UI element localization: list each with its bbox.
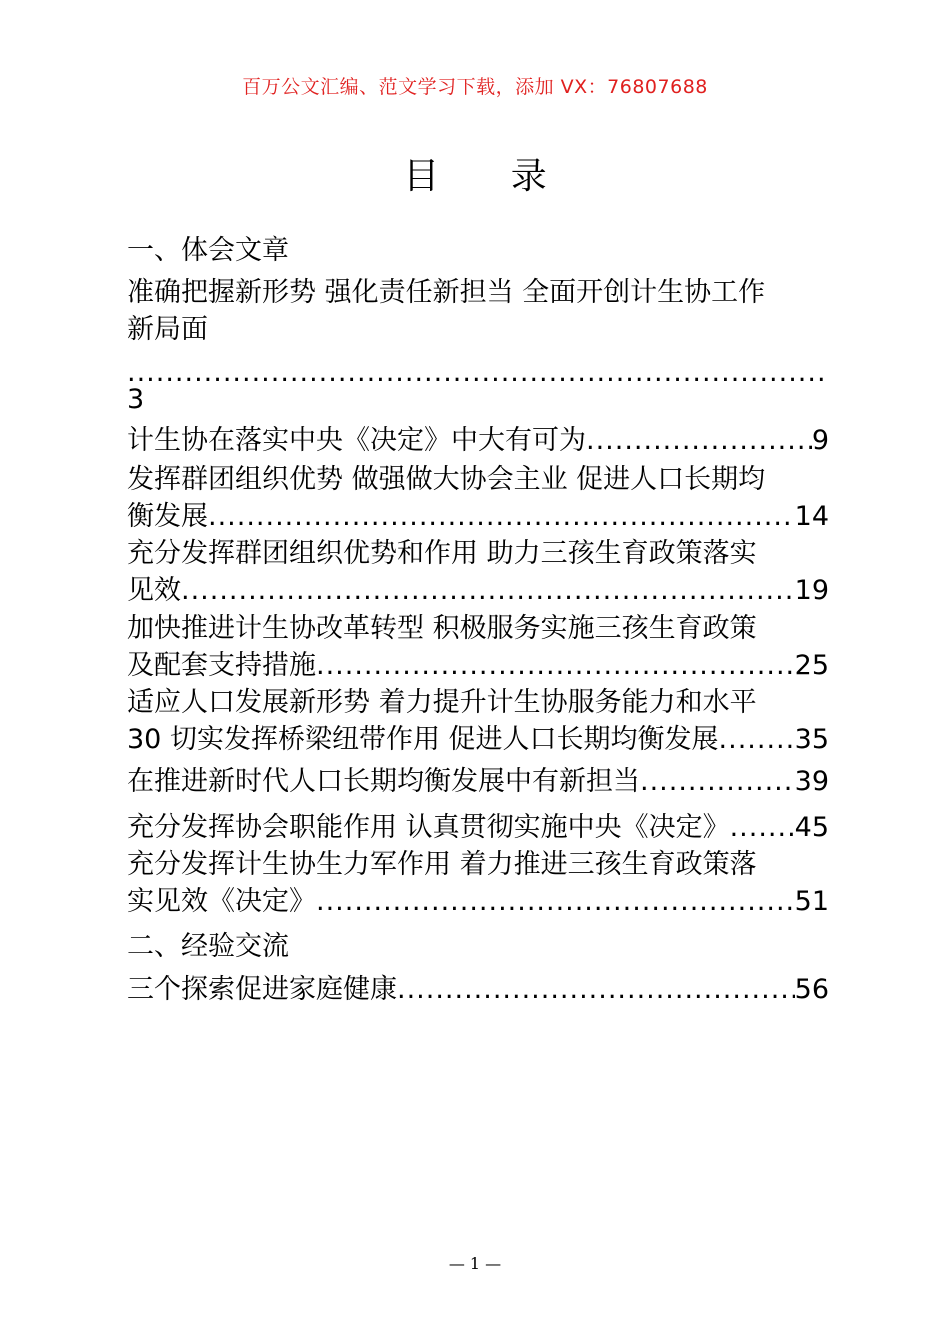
toc-entry-7: [127, 763, 829, 800]
toc-entry-8-title: 充分发挥协会职能作用 认真贯彻实施中央《决定》: [127, 812, 730, 843]
toc-entry-7-page: 39: [794, 766, 829, 797]
toc-entry-3: [127, 498, 829, 535]
page-title: 目 录: [403, 156, 577, 197]
dot-leader: [316, 883, 795, 920]
toc-entry-2: [127, 422, 829, 459]
toc-entry-6: [127, 721, 829, 758]
toc-entry-4-page: 19: [794, 575, 829, 606]
toc-entry-9-page: 51: [794, 886, 829, 917]
toc-entry-3-line-2: 衡发展: [127, 501, 208, 532]
toc-entry-5: [127, 647, 829, 684]
toc-entry-9: [127, 883, 829, 920]
dot-leader: [640, 763, 795, 800]
toc-entry-5-line-1: 加快推进计生协改革转型 积极服务实施三孩生育政策: [127, 613, 757, 644]
toc-entry-6-line-2: 30 切实发挥桥梁纽带作用 促进人口长期均衡发展: [127, 724, 719, 755]
toc-entry-5-page: 25: [794, 650, 829, 681]
toc-entry-10: [127, 971, 829, 1008]
toc-section-2: 二、经验交流: [127, 931, 289, 962]
toc-section-1: 一、体会文章: [127, 235, 289, 266]
toc-entry-1-line-1: 准确把握新形势 强化责任新担当 全面开创计生协工作: [127, 277, 766, 308]
dot-leader: [586, 422, 812, 459]
dot-leader: [208, 498, 795, 535]
dot-leader: [719, 721, 795, 758]
toc-entry-9-line-1: 充分发挥计生协生力军作用 着力推进三孩生育政策落: [127, 849, 757, 880]
page-number-footer: — 1 —: [448, 1254, 502, 1273]
toc-entry-1-line-2: 新局面: [127, 314, 208, 345]
toc-entry-4-line-1: 充分发挥群团组织优势和作用 助力三孩生育政策落实: [127, 538, 757, 569]
toc-entry-3-page: 14: [794, 501, 829, 532]
toc-entry-2-page: 9: [811, 425, 829, 456]
dot-leader: [316, 647, 795, 684]
dot-leader: [397, 971, 795, 1008]
toc-entry-9-line-2: 实见效《决定》: [127, 886, 316, 917]
toc-entry-4-line-2: 见效: [127, 575, 181, 606]
toc-entry-5-line-2: 及配套支持措施: [127, 650, 316, 681]
toc-entry-3-line-1: 发挥群团组织优势 做强做大协会主业 促进人口长期均: [127, 464, 766, 495]
toc-entry-10-title: 三个探索促进家庭健康: [127, 974, 397, 1005]
toc-entry-1-page: 3: [127, 384, 145, 415]
toc-entry-8-page: 45: [794, 812, 829, 843]
dot-leader: [730, 809, 795, 846]
toc-entry-7-title: 在推进新时代人口长期均衡发展中有新担当: [127, 766, 640, 797]
toc-entry-6-page: 35: [794, 724, 829, 755]
toc-entry-6-line-1: 适应人口发展新形势 着力提升计生协服务能力和水平: [127, 687, 757, 718]
toc-entry-8: [127, 809, 829, 846]
toc-entry-4: [127, 572, 829, 609]
dot-leader: [181, 572, 795, 609]
toc-entry-2-title: 计生协在落实中央《决定》中大有可为: [127, 425, 586, 456]
toc-entry-10-page: 56: [794, 974, 829, 1005]
watermark-text: 百万公文汇编、范文学习下载，添加 VX：76807688: [242, 76, 708, 98]
